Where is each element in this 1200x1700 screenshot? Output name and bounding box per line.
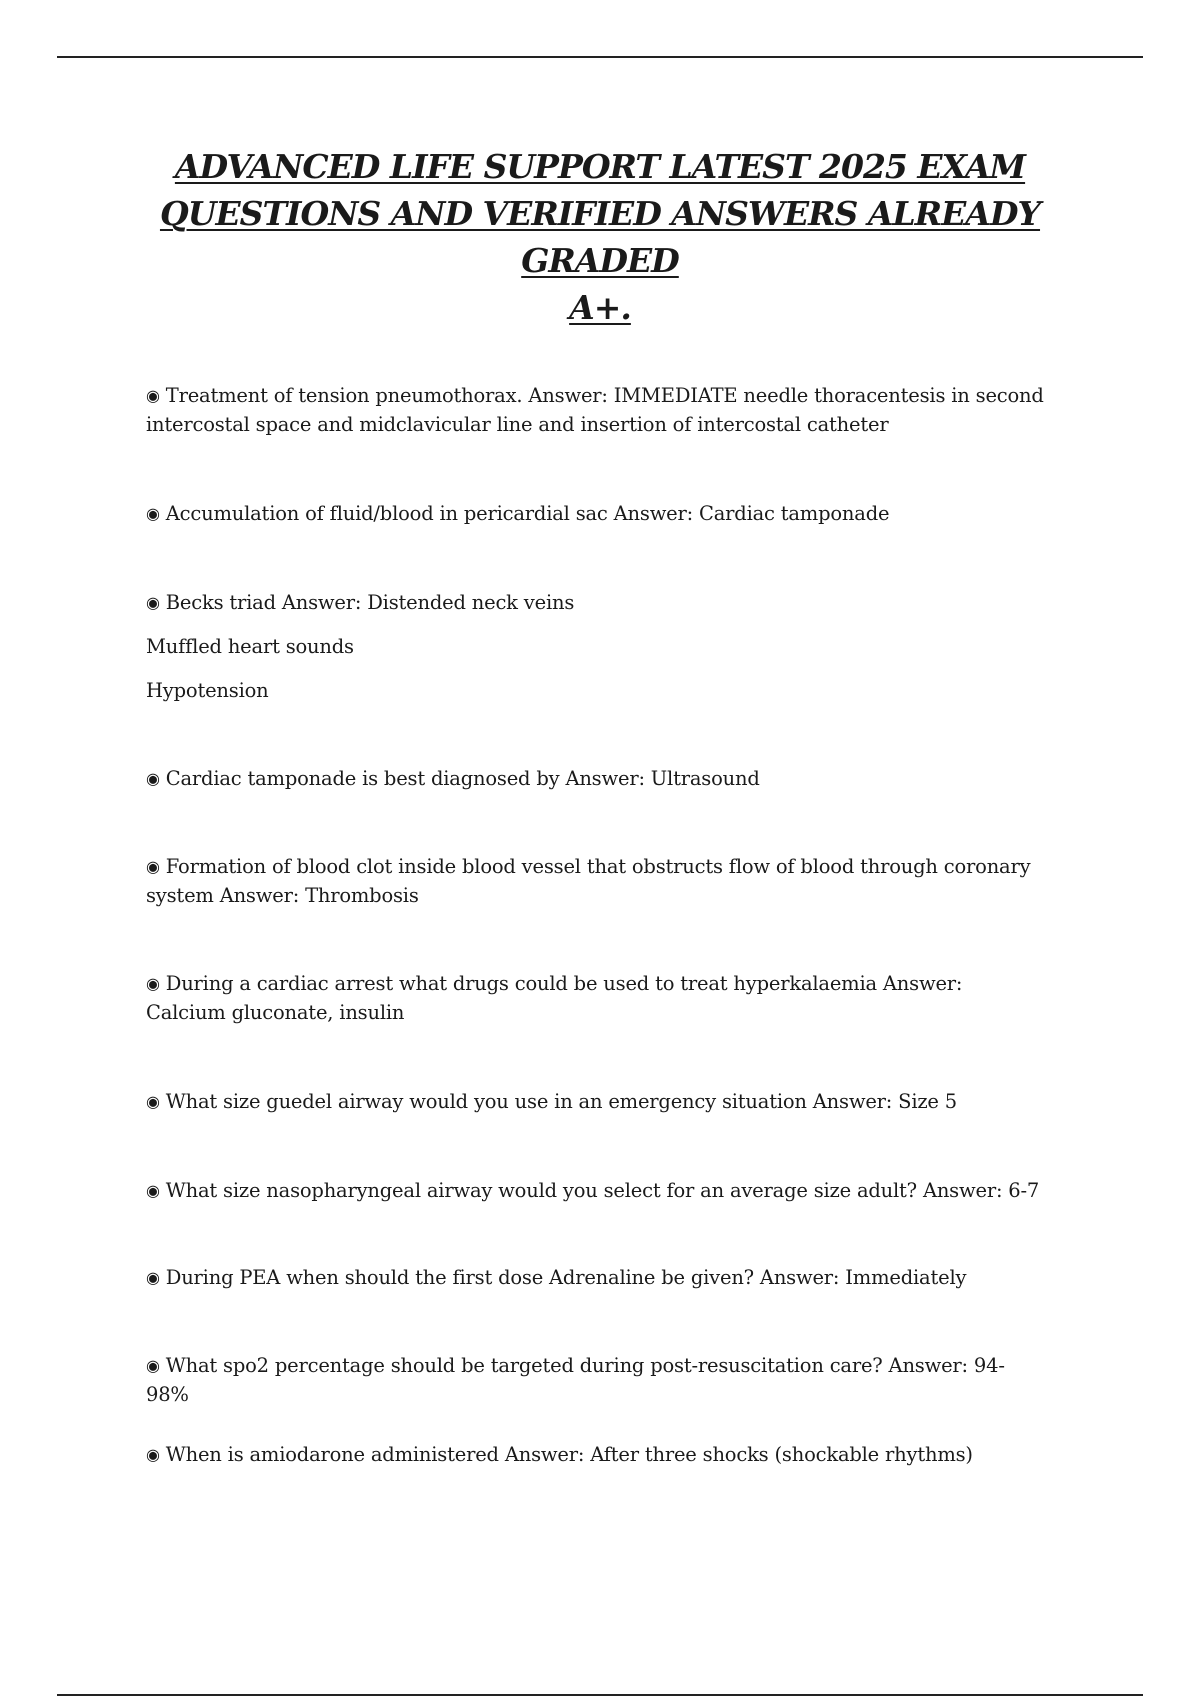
qa-item-10 — [146, 1352, 1046, 1409]
qa-text: During PEA when should the first dose Adrenaline be given? Answer: Immediately — [165, 1266, 967, 1289]
qa-text: Formation of blood clot inside blood vessel that obstructs flow of blood through coronary system Answer: Thrombosis — [146, 855, 1031, 907]
qa-item-8 — [146, 1177, 1046, 1206]
qa-text: When is amiodarone administered Answer: After three shocks (shockable rhythms) — [165, 1443, 973, 1466]
bullet-icon: ◉ — [146, 1181, 160, 1200]
bullet-icon: ◉ — [146, 593, 160, 612]
bullet-icon: ◉ — [146, 1445, 160, 1464]
header-rule — [57, 56, 1143, 58]
footer-rule — [57, 1694, 1143, 1696]
qa-text: Accumulation of fluid/blood in pericardial sac Answer: Cardiac tamponade — [165, 502, 890, 525]
bullet-icon: ◉ — [146, 857, 160, 876]
qa-item-3-line-2: Muffled heart sounds — [146, 635, 354, 658]
qa-text: Becks triad Answer: Distended neck veins — [165, 591, 575, 614]
document-title — [100, 143, 1100, 331]
qa-item-2 — [146, 500, 1046, 529]
qa-text: During a cardiac arrest what drugs could be used to treat hyperkalaemia Answer: Calcium gluconate, insulin — [146, 972, 963, 1024]
qa-item-1 — [146, 382, 1046, 439]
qa-text: Treatment of tension pneumothorax. Answer: IMMEDIATE needle thoracentesis in second intercostal space and midclavicular line and insertion of intercostal catheter — [146, 384, 1044, 436]
qa-item-7 — [146, 1088, 1046, 1117]
qa-text: What spo2 percentage should be targeted during post-resuscitation care? Answer: 94-98% — [146, 1354, 1005, 1406]
bullet-icon: ◉ — [146, 1268, 160, 1287]
bullet-icon: ◉ — [146, 1092, 160, 1111]
qa-text: What size nasopharyngeal airway would you select for an average size adult? Answer: 6-7 — [165, 1179, 1040, 1202]
qa-item-6 — [146, 970, 1046, 1027]
qa-item-4 — [146, 765, 1046, 794]
bullet-icon: ◉ — [146, 386, 160, 405]
bullet-icon: ◉ — [146, 504, 160, 523]
title-line-2: QUESTIONS AND VERIFIED ANSWERS ALREADY GRADED — [159, 194, 1041, 280]
qa-item-3 — [146, 589, 1046, 618]
qa-text: Cardiac tamponade is best diagnosed by Answer: Ultrasound — [165, 767, 760, 790]
bullet-icon: ◉ — [146, 974, 160, 993]
bullet-icon: ◉ — [146, 769, 160, 788]
bullet-icon: ◉ — [146, 1356, 160, 1375]
qa-item-9 — [146, 1264, 1046, 1293]
qa-item-11 — [146, 1441, 1046, 1470]
qa-item-3-line-3: Hypotension — [146, 679, 269, 702]
title-line-1: ADVANCED LIFE SUPPORT LATEST 2025 EXAM — [174, 147, 1026, 186]
qa-text: What size guedel airway would you use in an emergency situation Answer: Size 5 — [165, 1090, 957, 1113]
title-line-3: A+. — [569, 288, 631, 327]
qa-item-5 — [146, 853, 1046, 910]
